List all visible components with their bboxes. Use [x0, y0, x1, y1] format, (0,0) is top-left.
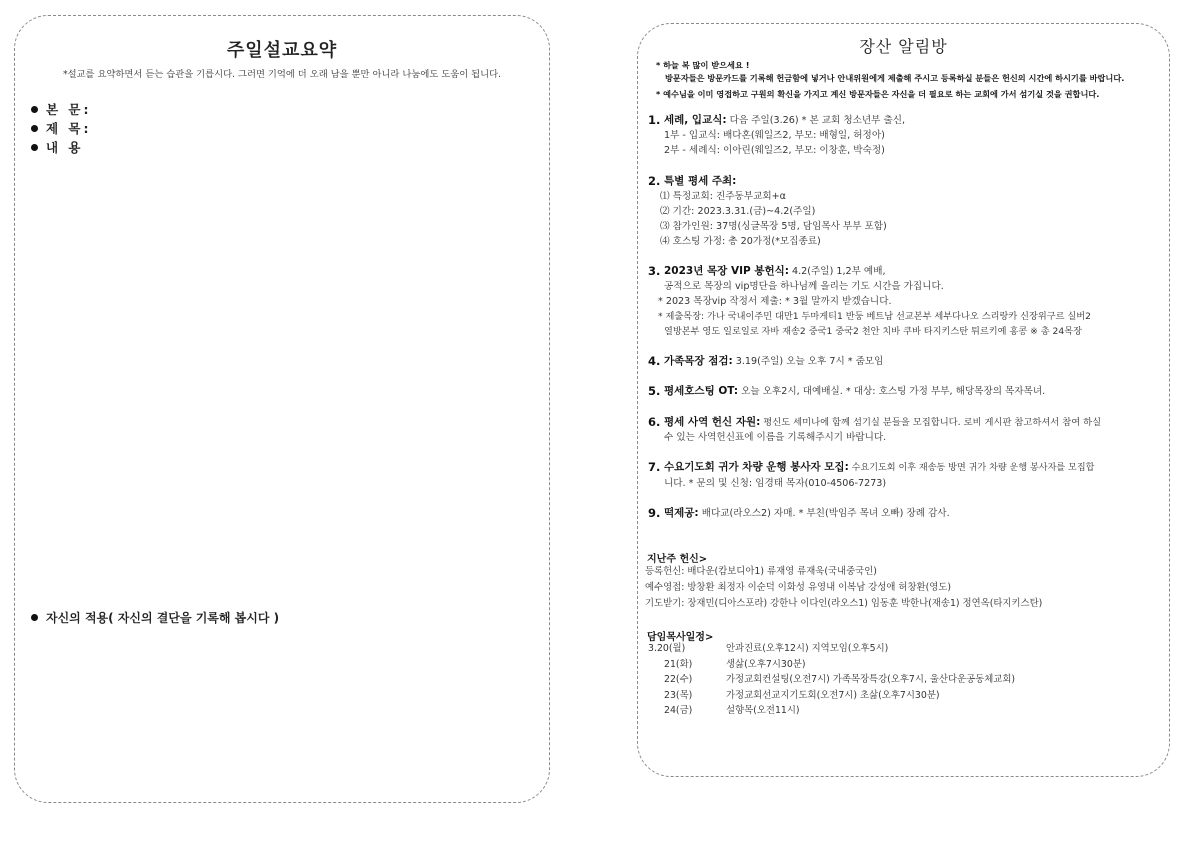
offering-line-salvation: 예수영접: 방창환 최정자 이순덕 이화성 유영내 이복남 강성애 허창환(영도) — [645, 582, 952, 593]
item-number: 1. — [648, 113, 661, 127]
schedule-date: 22(수) — [664, 674, 693, 685]
bullet-label: 내 용 — [46, 140, 84, 155]
item-text: 3.19(주일) 오늘 오후 7시 * 줌모임 — [732, 356, 884, 367]
item-line: 니다. * 문의 및 신청: 임경태 목자(010-4506-7273) — [664, 478, 887, 489]
item-line: * 2023 목장vip 작정서 제출: * 3월 말까지 받겠습니다. — [658, 296, 892, 307]
item-line: ⑶ 참가인원: 37명(싱글목장 5명, 담임목사 부부 포함) — [660, 221, 887, 232]
item-number: 4. — [648, 354, 661, 368]
offering-heading: 지난주 헌신> — [647, 554, 708, 565]
schedule-activity: 가정교회선교지기도회(오전7시) 초삶(오후7시30분) — [726, 689, 940, 701]
bullet-application — [31, 610, 279, 626]
bullet-label: 제 목: — [46, 121, 92, 136]
sermon-summary-intro: *설교를 요약하면서 듣는 습관을 기릅시다. 그러면 기억에 더 오래 남을 뿐만 아니라 나눔에도 도움이 됩니다. — [62, 69, 502, 80]
notice-greeting: * 하늘 복 많이 받으세요 ! — [656, 60, 750, 70]
announcements-panel — [637, 23, 1170, 777]
announcement-item-hosting-ot — [648, 384, 1158, 399]
item-number: 3. — [648, 264, 661, 278]
item-line: * 제출목장: 가나 국내이주민 대만1 두마게티1 반둥 베트남 선교본부 세부다나오 스리랑카 신장위구르 실버2 — [658, 311, 1092, 322]
announcements-title: 장산 알림방 — [859, 37, 948, 56]
item-text: 다음 주일(3.26) * 본 교회 청소년부 출신, — [726, 115, 906, 126]
schedule-activity: 설향목(오전11시) — [726, 705, 800, 716]
schedule-date: 24(금) — [664, 705, 693, 716]
announcement-item-vip — [648, 264, 1158, 339]
announcement-item-seminar — [648, 174, 1158, 249]
item-line: 수 있는 사역헌신표에 이름을 기록해주시기 바랍니다. — [664, 432, 887, 443]
item-heading: 가족목장 점검: — [664, 355, 733, 367]
schedule-date: 23(목) — [664, 689, 693, 701]
announcement-item-family-cell — [648, 354, 1158, 369]
offering-line-registration: 등록헌신: 배다운(캄보디아1) 류재영 류재욱(국내중국인) — [645, 566, 877, 577]
item-text: 수요기도회 이후 재송동 방면 귀가 차량 운행 봉사자를 모집합 — [848, 463, 1095, 473]
item-line: 1부 - 입교식: 배다혼(웨일즈2, 부모: 배형일, 허정아) — [664, 130, 885, 141]
bullet-dot-icon — [31, 106, 38, 113]
schedule-date: 3.20(월) — [648, 643, 686, 654]
item-heading: 평세호스팅 OT: — [664, 385, 739, 397]
schedule-activity: 안과진료(오후12시) 지역모임(오후5시) — [726, 643, 889, 654]
schedule-activity: 생삶(오후7시30분) — [726, 658, 806, 670]
item-line: 2부 - 세례식: 이아린(웨일즈2, 부모: 이창훈, 박숙정) — [664, 145, 885, 156]
item-heading: 수요기도회 귀가 차량 운행 봉사자 모집: — [664, 461, 849, 473]
item-line: 공적으로 목장의 vip명단을 하나님께 올리는 기도 시간을 가집니다. — [664, 281, 944, 292]
item-heading: 특별 평세 주최: — [664, 175, 737, 187]
announcement-item-drivers — [648, 460, 1158, 491]
notice-visitors: 방문자들은 방문카드를 기록해 헌금함에 넣거나 안내위원에게 제출해 주시고 등록하실 분들은 헌신의 시간에 하시기를 바랍니다. — [665, 73, 1125, 83]
item-number: 6. — [648, 415, 661, 429]
bullet-dot-icon — [31, 125, 38, 132]
item-number: 5. — [648, 384, 661, 398]
announcement-item-baptism — [648, 113, 1158, 158]
application-label: 자신의 적용( 자신의 결단을 기록해 봅시다 ) — [46, 611, 280, 625]
bullet-scripture — [31, 102, 92, 118]
notice-believers: * 예수님을 이미 영접하고 구원의 확신을 가지고 계신 방문자들은 자신을 더 필요로 하는 교회에 가서 섬기실 것을 권합니다. — [656, 89, 1100, 99]
bullet-dot-icon — [31, 614, 38, 621]
item-heading: 평세 사역 헌신 자원: — [664, 416, 761, 428]
item-line: ⑵ 기간: 2023.3.31.(금)~4.2(주일) — [660, 206, 816, 217]
item-text: 평신도 세미나에 함께 섬기실 분들을 모집합니다. 로비 게시판 참고하셔서 참여 하실 — [760, 417, 1102, 428]
item-text: 4.2(주일) 1,2부 예배, — [788, 266, 886, 277]
schedule-date: 21(화) — [664, 658, 693, 670]
item-line: 열방본부 영도 일로일로 자바 재송2 중국1 중국2 천안 치바 쿠바 타지키스탄 튀르키예 홍콩 ※ 총 24목장 — [664, 326, 1082, 337]
bullet-content — [31, 140, 84, 156]
sermon-summary-title: 주일설교요약 — [226, 40, 338, 61]
item-number: 9. — [648, 506, 661, 520]
bullet-dot-icon — [31, 144, 38, 151]
announcement-item-rice-cake — [648, 506, 1158, 521]
item-heading: 떡제공: — [664, 507, 699, 519]
item-number: 2. — [648, 174, 661, 188]
bullet-label: 본 문: — [46, 102, 92, 117]
bullet-sermon-title — [31, 121, 92, 137]
item-text: 오늘 오후2시, 대예배실. * 대상: 호스팅 가정 부부, 해당목장의 목자목녀. — [738, 386, 1046, 397]
schedule-activity: 가정교회컨설팅(오전7시) 가족목장특강(오후7시, 울산다운공동체교회) — [726, 674, 1016, 685]
announcement-item-volunteers — [648, 415, 1158, 445]
item-text: 배다교(라오스2) 자매. * 부친(박임주 목녀 오빠) 장례 감사. — [698, 508, 950, 519]
sermon-summary-panel — [14, 15, 550, 803]
item-heading: 세례, 입교식: — [664, 114, 727, 126]
item-line: ⑴ 특정교회: 진주동부교회+α — [660, 191, 786, 202]
item-number: 7. — [648, 460, 661, 474]
schedule-heading: 담임목사일정> — [647, 632, 714, 643]
offering-line-prayer: 기도받기: 장재민(디아스포라) 강한나 이다인(라오스1) 임동훈 박한나(재송1) 정연옥(타지키스탄) — [645, 598, 1043, 609]
item-heading: 2023년 목장 VIP 봉헌식: — [664, 265, 789, 277]
item-line: ⑷ 호스팅 가정: 총 20가정(*모집종료) — [660, 236, 821, 247]
